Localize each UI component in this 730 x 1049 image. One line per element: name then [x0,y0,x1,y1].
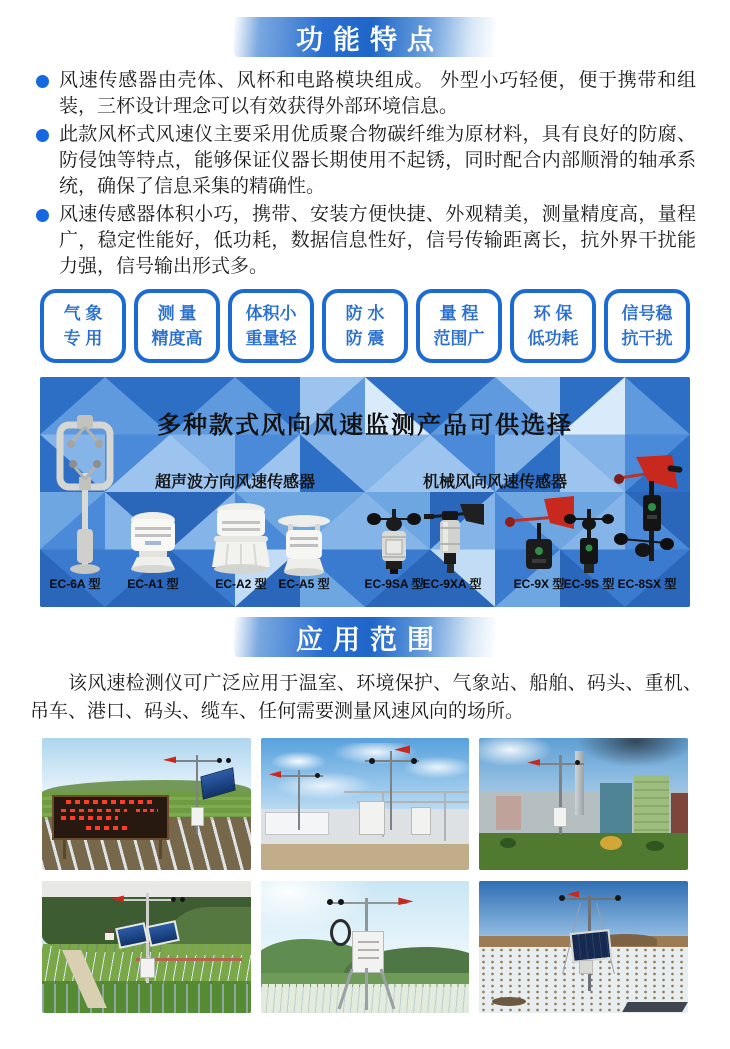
feature-text: 风速传感器体积小巧，携带、安装方便快捷、外观精美，测量精度高，量程广，稳定性能好，低功耗，数据信息性好，信号传输距离长，抗外界干扰能力强，信号输出形式多。 [59,204,696,277]
mast-crossarm [176,760,222,762]
features-title: 功能特点 [296,24,444,55]
building-tower [496,796,521,830]
mast-crossarm [121,899,175,901]
badge-line: 量 程 [439,304,479,323]
badge-line: 防 水 [345,304,385,323]
model-label-ec-8sx: EC-8SX 型 [617,577,677,591]
anemometer-cups [180,897,185,902]
feature-badges [40,289,690,363]
tripod-leg [365,968,368,1010]
building-teal [600,783,631,833]
product-illustration-ec-9xa [420,503,486,575]
photo-substation-instruments [261,738,470,870]
badge-small-light [228,289,314,363]
badge-line: 重量轻 [245,329,297,348]
product-illustration-ec-6a [50,413,120,577]
solar-panel [570,929,613,963]
equipment-box [579,960,593,974]
anemometer-cups [369,758,375,764]
photo-industrial-plant [479,738,688,870]
led-text-line [136,809,159,812]
badge-stable-signal [604,289,690,363]
features-header-banner [234,17,496,57]
feature-bullet [36,122,696,200]
farm-house [105,930,114,940]
equipment-enclosure [352,931,384,973]
ground [261,844,470,870]
bullet-icon [36,129,49,142]
building-red [671,793,688,833]
mast-pole [390,751,392,830]
photo-mountain-tripod-station [261,881,470,1013]
model-label-ec-6a: EC-6A 型 [49,577,101,591]
model-label-ec-9s: EC-9S 型 [563,577,615,591]
badge-line: 精度高 [151,329,203,348]
led-text-line [61,816,117,819]
badge-waterproof [322,289,408,363]
model-label-ec-9xa: EC-9XA 型 [422,577,482,591]
feature-text: 此款风杯式风速仪主要采用优质聚合物碳纤维为原材料，具有良好的防腐、防侵蚀等特点，能够保证仪器长期使用不起锈，同时配合内部顺滑的轴承系统，确保了信息采集的精确性。 [59,124,696,197]
model-label-ec-a1: EC-A1 型 [127,577,179,591]
product-banner-title: 多种款式风向风速监测产品可供选择 [157,412,573,439]
group-label-ultrasonic: 超声波方向风速传感器 [154,474,315,491]
equipment-cabinet [411,807,431,835]
anemometer-cups [559,895,565,901]
gantry-beam [344,791,469,793]
anemometer-cups [411,758,417,764]
model-label-ec-a2: EC-A2 型 [215,577,267,591]
yellow-shrub [600,836,622,850]
equipment-box [191,807,204,826]
badge-line: 测 量 [157,304,197,323]
model-label-ec-9x: EC-9X 型 [513,577,565,591]
model-label-ec-9sa: EC-9SA 型 [364,577,424,591]
anemometer-cups [338,899,344,905]
product-illustration-ec-a1 [121,509,185,575]
led-display-board [52,795,169,840]
led-board-leg [159,838,162,859]
applications-title: 应用范围 [296,624,444,655]
photo-hillside-farm-station [42,881,251,1013]
gantry-post [444,791,446,841]
product-banner [40,377,690,607]
led-text-line [66,800,156,804]
badge-weather-use [40,289,126,363]
equipment-box [553,807,567,827]
badge-line: 专 用 [63,329,103,348]
applications-text: 该风速检测仪可广泛应用于温室、环境保护、气象站、船舶、码头、重机、吊车、港口、码头、缆车、任何需要测量风速风向的场所。 [30,673,702,722]
led-text-line [86,826,131,830]
dark-object [623,1002,688,1012]
badge-line: 抗干扰 [621,329,673,348]
badge-line: 范围广 [433,329,485,348]
badge-high-precision [134,289,220,363]
model-label-ec-a5: EC-A5 型 [278,577,330,591]
badge-line: 气 象 [63,304,103,323]
mast-crossarm [559,898,622,900]
badge-wide-range [416,289,502,363]
badge-line: 信号稳 [621,304,673,323]
badge-line: 环 保 [533,304,573,323]
enclosure-label-line [358,949,379,951]
badge-eco-low-power [510,289,596,363]
application-photo-grid [42,738,688,1013]
product-illustration-ec-8sx [606,455,686,575]
features-list [36,68,696,280]
enclosure-label-line [358,957,379,959]
led-text-line [61,809,126,812]
badge-line: 防 震 [345,329,385,348]
equipment-cabinet [359,801,385,835]
feature-bullet [36,202,696,280]
badge-line: 体积小 [245,304,297,323]
equipment-box [140,958,155,978]
building-green [634,775,669,833]
anemometer-cups [615,895,621,901]
feature-bullet [36,68,696,120]
anemometer-cups [315,773,320,778]
product-illustration-ec-a5 [274,513,334,577]
feature-text: 风速传感器由壳体、风杯和电路模块组成。 外型小巧轻便，便于携带和组装，三杯设计理念可以有效获得外部环境信息。 [59,70,696,117]
foreground-crops [42,981,251,1013]
building [265,812,330,835]
sun-glow [261,881,376,934]
product-illustration-ec-a2 [206,501,276,577]
badge-line: 低功耗 [527,329,579,348]
clouds [261,743,470,804]
group-label-mechanical: 机械风向风速传感器 [422,474,567,491]
photo-farm-led-display [42,738,251,870]
product-illustration-ec-9sa [364,507,424,575]
bullet-icon [36,75,49,88]
applications-header-banner [234,617,496,657]
led-board-leg [63,838,66,859]
bullet-icon [36,209,49,222]
cable-loop [330,919,351,946]
photo-snow-plain-station [479,881,688,1013]
enclosure-label-line [358,941,379,943]
mast-pole [298,770,300,831]
